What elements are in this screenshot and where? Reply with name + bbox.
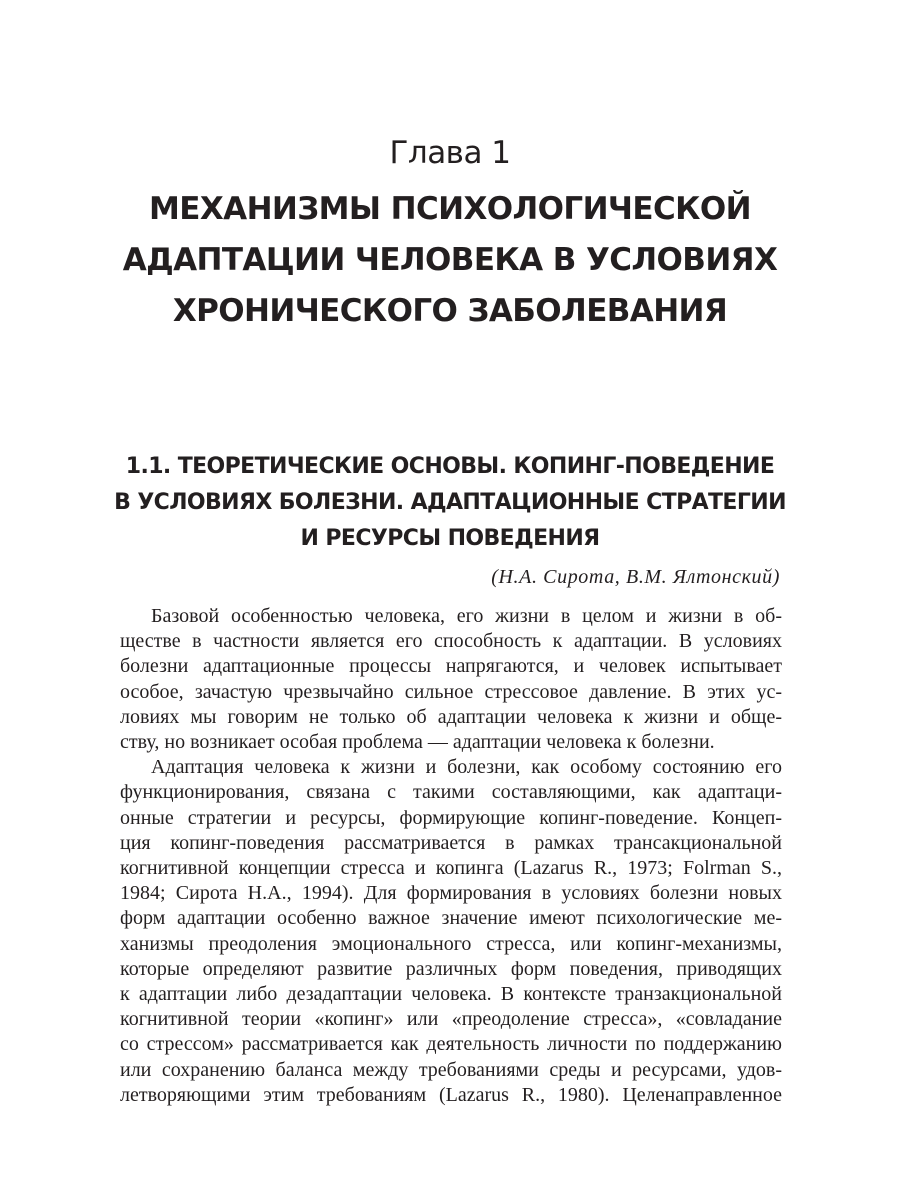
text-line: или сохранению баланса между требованиями среды и ресурсами, удов- xyxy=(120,1058,782,1081)
paragraph-2 xyxy=(120,755,782,1108)
text-line: функционирования, связана с такими составляющими, как адаптаци- xyxy=(120,781,782,804)
text-line: к адаптации либо дезадаптации человека. В контексте транзакциональной xyxy=(120,983,782,1006)
paragraph-1 xyxy=(120,604,782,755)
section-title-line: И РЕСУРСЫ ПОВЕДЕНИЯ xyxy=(300,526,600,551)
text-line: ция копинг-поведения рассматривается в рамках трансакциональной xyxy=(120,831,782,854)
text-line: когнитивной теории «копинг» или «преодоление стресса», «совладание xyxy=(120,1008,782,1031)
text-line: ществе в частности является его способность к адаптации. В условиях xyxy=(120,630,782,653)
section-title xyxy=(60,449,840,557)
body-text xyxy=(120,604,782,1108)
text-line: со стрессом» рассматривается как деятельность личности по поддержанию xyxy=(120,1033,782,1056)
chapter-title-line: МЕХАНИЗМЫ ПСИХОЛОГИЧЕСКОЙ xyxy=(149,191,751,227)
chapter-title-line: АДАПТАЦИИ ЧЕЛОВЕКА В УСЛОВИЯХ xyxy=(122,242,778,278)
text-line: Базовой особенностью человека, его жизни в целом и жизни в об- xyxy=(151,605,782,627)
text-line: когнитивной концепции стресса и копинга (Lazarus R., 1973; Folrman S., xyxy=(120,857,782,880)
text-line: летворяющими этим требованиям (Lazarus R., 1980). Целенаправленное xyxy=(120,1083,782,1106)
text-line: болезни адаптационные процессы напрягаются, и человек испытывает xyxy=(120,655,782,678)
text-line: форм адаптации особенно важное значение имеют психологические ме- xyxy=(120,907,782,930)
section-title-line: 1.1. ТЕОРЕТИЧЕСКИЕ ОСНОВЫ. КОПИНГ-ПОВЕДЕНИЕ xyxy=(125,454,775,479)
text-line: ловиях мы говорим не только об адаптации человека к жизни и обще- xyxy=(120,705,782,728)
text-line: Адаптация человека к жизни и болезни, как особому состоянию его xyxy=(151,756,782,779)
text-line: онные стратегии и ресурсы, формирующие копинг-поведение. Концеп- xyxy=(120,806,782,829)
text-line: которые определяют развитие различных форм поведения, приводящих xyxy=(120,957,782,980)
text-line: ханизмы преодоления эмоционального стресса, или копинг-механизмы, xyxy=(120,932,782,955)
section-title-line: В УСЛОВИЯХ БОЛЕЗНИ. АДАПТАЦИОННЫЕ СТРАТЕГИИ xyxy=(114,490,786,515)
text-line: особое, зачастую чрезвычайно сильное стрессовое давление. В этих ус- xyxy=(120,680,782,703)
text-line: ству, но возникает особая проблема — адаптации человека к болезни. xyxy=(120,731,715,754)
chapter-title xyxy=(60,184,840,337)
chapter-label: Глава 1 xyxy=(389,135,511,171)
section-authors: (Н.А. Сирота, В.М. Ялтонский) xyxy=(491,566,780,588)
chapter-title-line: ХРОНИЧЕСКОГО ЗАБОЛЕВАНИЯ xyxy=(172,293,728,329)
text-line: 1984; Сирота Н.А., 1994). Для формирования в условиях болезни новых xyxy=(120,882,782,905)
